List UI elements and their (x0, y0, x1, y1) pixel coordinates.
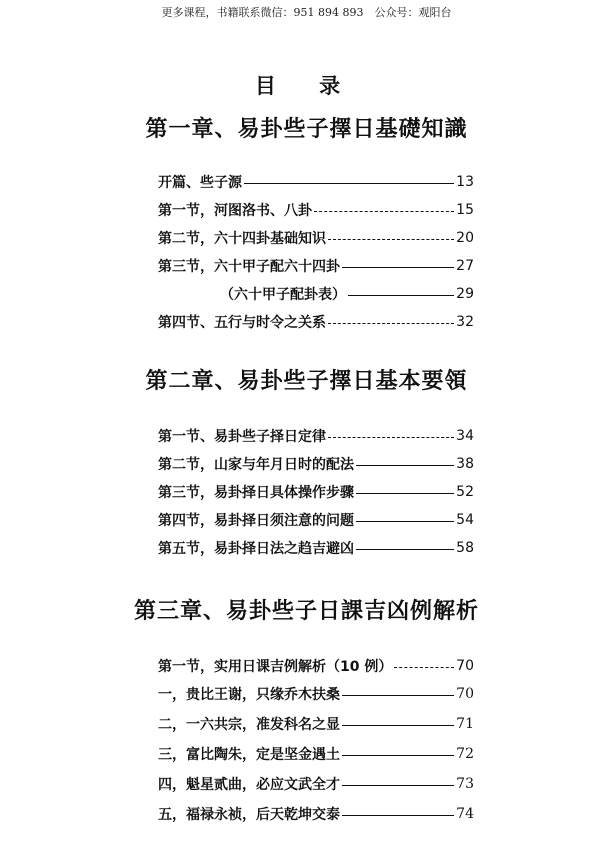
entry-label: 第一节、易卦些子择日定律 (158, 429, 326, 445)
entry-label: 第二节，山家与年月日时的配法 (158, 457, 354, 473)
dot-leader (328, 437, 454, 438)
dot-leader (342, 695, 454, 696)
entry-label: 第三节，易卦择日具体操作步骤 (158, 485, 354, 501)
entry-page: 73 (456, 776, 474, 792)
entry-page: 71 (456, 716, 474, 732)
toc-entry[interactable] (158, 256, 474, 276)
entry-page: 38 (456, 456, 474, 472)
entry-page: 54 (456, 512, 474, 528)
dot-leader (356, 549, 454, 550)
entry-label: 第四节，易卦择日须注意的问题 (158, 513, 354, 529)
entry-label: 三，富比陶朱，定是坚金遇土 (158, 747, 340, 763)
entry-label: 五，福禄永祯，后天乾坤交泰 (158, 807, 340, 823)
dot-leader (314, 211, 454, 212)
entry-label: 一，贵比王谢，只缘乔木扶桑 (158, 687, 340, 703)
entry-label: 第三节，六十甲子配六十四卦 (158, 259, 340, 275)
entry-page: 20 (456, 230, 474, 246)
dot-leader (342, 785, 454, 786)
entry-label: 第一节，河图洛书、八卦 (158, 203, 312, 219)
toc-entry[interactable] (158, 426, 474, 446)
dot-leader (356, 493, 454, 494)
toc-entry[interactable] (158, 714, 474, 734)
toc-title: 目 录 (254, 74, 359, 98)
toc-entry[interactable] (158, 656, 474, 676)
toc-entry[interactable] (158, 744, 474, 764)
entry-page: 72 (456, 746, 474, 762)
chapter-2-title: 第二章、易卦些子擇日基本要領 (145, 369, 468, 394)
entry-page: 15 (456, 202, 474, 218)
entry-page: 27 (456, 258, 474, 274)
toc-entry[interactable] (158, 538, 474, 558)
dot-leader (342, 755, 454, 756)
toc-entry[interactable] (158, 312, 474, 332)
entry-label: 第一节，实用日课吉例解析（10 例） (158, 659, 393, 675)
dot-leader (394, 667, 454, 668)
dot-leader (328, 323, 454, 324)
entry-label: 二，一六共宗，准发科名之显 (158, 717, 340, 733)
toc-entry[interactable] (158, 228, 474, 248)
page-header: 更多课程，书籍联系微信：951 894 893 公众号：观阳台 (161, 6, 452, 19)
dot-leader (356, 465, 454, 466)
toc-entry[interactable] (158, 454, 474, 474)
chapter-1-title: 第一章、易卦些子擇日基礎知識 (145, 117, 468, 142)
toc-entry[interactable] (158, 172, 474, 192)
dot-leader (356, 521, 454, 522)
toc-entry[interactable] (158, 482, 474, 502)
entry-page: 29 (456, 286, 474, 302)
toc-entry[interactable] (158, 804, 474, 824)
entry-label: （六十甲子配卦表） (220, 287, 346, 303)
dot-leader (342, 725, 454, 726)
dot-leader (342, 815, 454, 816)
dot-leader (328, 239, 454, 240)
entry-page: 34 (456, 428, 474, 444)
entry-label: 开篇、些子源 (158, 175, 242, 191)
toc-entry[interactable] (158, 200, 474, 220)
entry-page: 70 (456, 686, 474, 702)
toc-entry[interactable] (220, 284, 474, 304)
toc-entry[interactable] (158, 510, 474, 530)
entry-page: 58 (456, 540, 474, 556)
dot-leader (348, 295, 454, 296)
entry-label: 第二节，六十四卦基础知识 (158, 231, 326, 247)
entry-page: 70 (456, 658, 474, 674)
entry-page: 13 (456, 174, 474, 190)
entry-label: 第五节，易卦择日法之趋吉避凶 (158, 541, 354, 557)
dot-leader (342, 267, 454, 268)
chapter-3-title: 第三章、易卦些子日課吉凶例解析 (133, 599, 479, 624)
entry-page: 74 (456, 806, 474, 822)
entry-page: 32 (456, 314, 474, 330)
dot-leader (244, 183, 454, 184)
toc-entry[interactable] (158, 684, 474, 704)
entry-label: 第四节、五行与时令之关系 (158, 315, 326, 331)
entry-page: 52 (456, 484, 474, 500)
toc-entry[interactable] (158, 774, 474, 794)
entry-label: 四，魁星贰曲，必应文武全才 (158, 777, 340, 793)
